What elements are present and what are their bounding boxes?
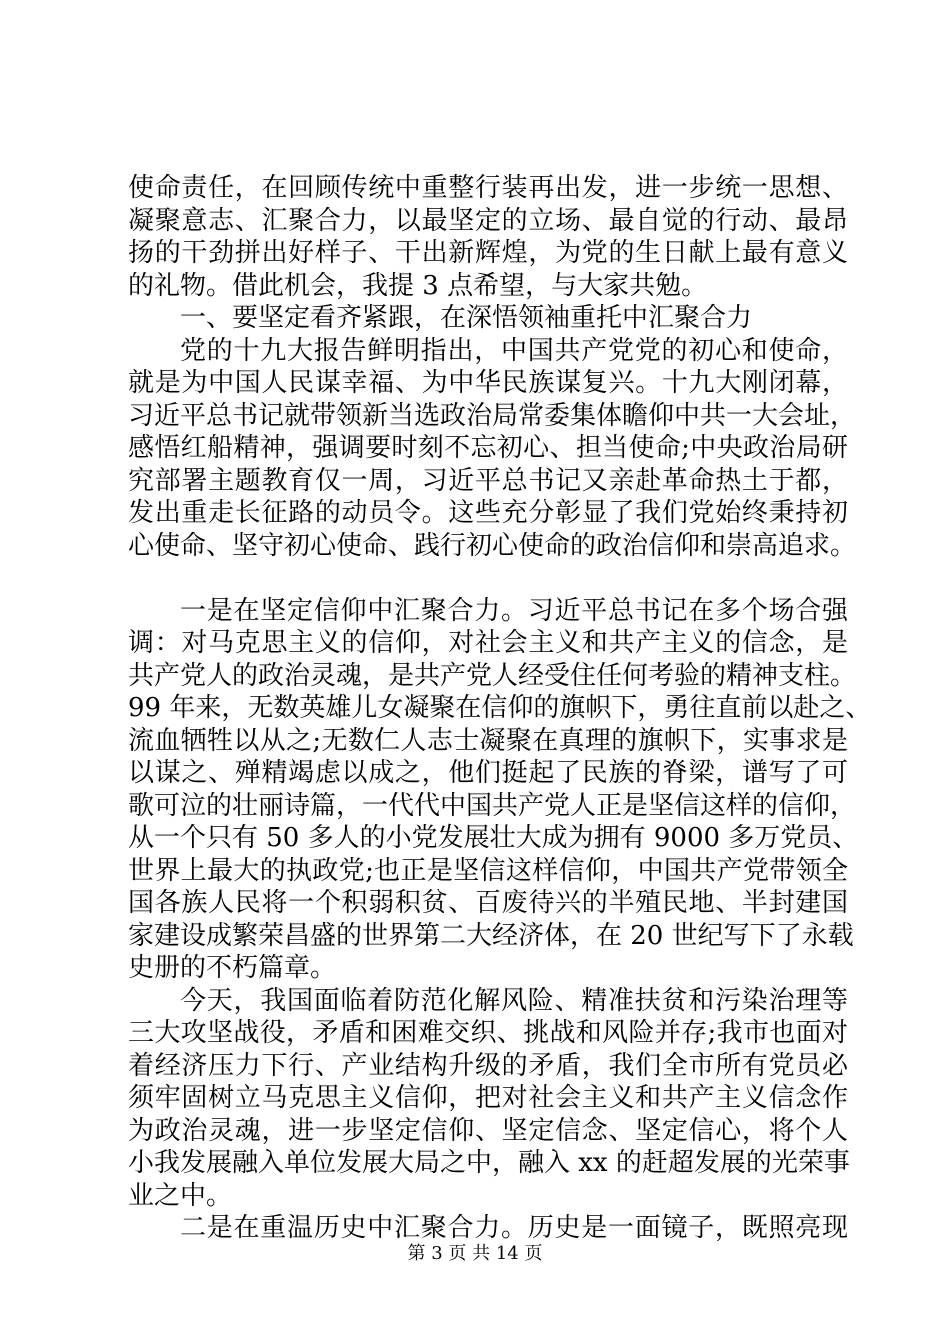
text-line: 扬的干劲拼出好样子、干出新辉煌，为党的生日献上最有意义 [128, 238, 848, 268]
text-line: 流血牺牲以从之;无数仁人志士凝聚在真理的旗帜下，实事求是 [128, 725, 848, 756]
text-line: 一、要坚定看齐紧跟，在深悟领袖重托中汇聚合力 [180, 303, 753, 333]
text-line: 须牢固树立马克思主义信仰，把对社会主义和共产主义信念作 [128, 1083, 848, 1113]
text-line: 党的十九大报告鲜明指出，中国共产党党的初心和使命， [180, 335, 848, 366]
text-line: 使命责任，在回顾传统中重整行装再出发，进一步统一思想、 [128, 173, 848, 203]
text-line: 业之中。 [128, 1180, 233, 1211]
text-line: 世界上最大的执政党;也正是坚信这样信仰，中国共产党带领全 [128, 855, 848, 886]
text-line: 以谋之、殚精竭虑以成之，他们挺起了民族的脊梁，谱写了可 [128, 758, 848, 788]
text-line: 家建设成繁荣昌盛的世界第二大经济体，在 20 世纪写下了永载 [128, 920, 854, 951]
text-line: 99 年来，无数英雄儿女凝聚在信仰的旗帜下，勇往直前以赴之、 [128, 693, 872, 723]
text-line: 一是在坚定信仰中汇聚合力。习近平总书记在多个场合强 [180, 595, 848, 626]
text-line: 的礼物。借此机会，我提 3 点希望，与大家共勉。 [128, 270, 708, 301]
text-line: 共产党人的政治灵魂，是共产党人经受住任何考验的精神支柱。 [128, 660, 857, 691]
document-body [128, 172, 872, 1245]
text-line: 二是在重温历史中汇聚合力。历史是一面镜子，既照亮现 [180, 1213, 848, 1243]
text-line: 习近平总书记就带领新当选政治局常委集体瞻仰中共一大会址， [128, 400, 857, 431]
text-line: 心使命、坚守初心使命、践行初心使命的政治信仰和崇高追求。 [128, 530, 857, 561]
text-line: 感悟红船精神，强调要时刻不忘初心、担当使命;中央政治局研 [128, 433, 848, 463]
text-line: 从一个只有 50 多人的小党发展壮大成为拥有 9000 多万党员、 [128, 823, 859, 853]
text-line: 今天，我国面临着防范化解风险、精准扶贫和污染治理等 [180, 985, 848, 1016]
text-line: 歌可泣的壮丽诗篇，一代代中国共产党人正是坚信这样的信仰， [128, 790, 857, 821]
text-line: 凝聚意志、汇聚合力，以最坚定的立场、最自觉的行动、最昂 [128, 205, 848, 236]
text-line: 究部署主题教育仅一周，习近平总书记又亲赴革命热土于都， [128, 465, 848, 496]
text-line: 发出重走长征路的动员令。这些充分彰显了我们党始终秉持初 [128, 498, 848, 528]
text-line: 就是为中国人民谋幸福、为中华民族谋复兴。十九大刚闭幕， [128, 368, 848, 398]
text-line: 史册的不朽篇章。 [128, 953, 337, 983]
page-footer: 第 3 页 共 14 页 [407, 1243, 543, 1264]
text-line: 着经济压力下行、产业结构升级的矛盾，我们全市所有党员必 [128, 1050, 848, 1081]
text-line: 国各族人民将一个积弱积贫、百废待兴的半殖民地、半封建国 [128, 888, 848, 918]
blank-line [128, 562, 848, 595]
text-line: 三大攻坚战役，矛盾和困难交织、挑战和风险并存;我市也面对 [128, 1018, 848, 1048]
text-line: 为政治灵魂，进一步坚定信仰、坚定信念、坚定信心，将个人 [128, 1115, 848, 1146]
text-line: 调：对马克思主义的信仰，对社会主义和共产主义的信念，是 [128, 628, 848, 658]
text-line: 小我发展融入单位发展大局之中，融入 xx 的赶超发展的光荣事 [128, 1148, 850, 1178]
